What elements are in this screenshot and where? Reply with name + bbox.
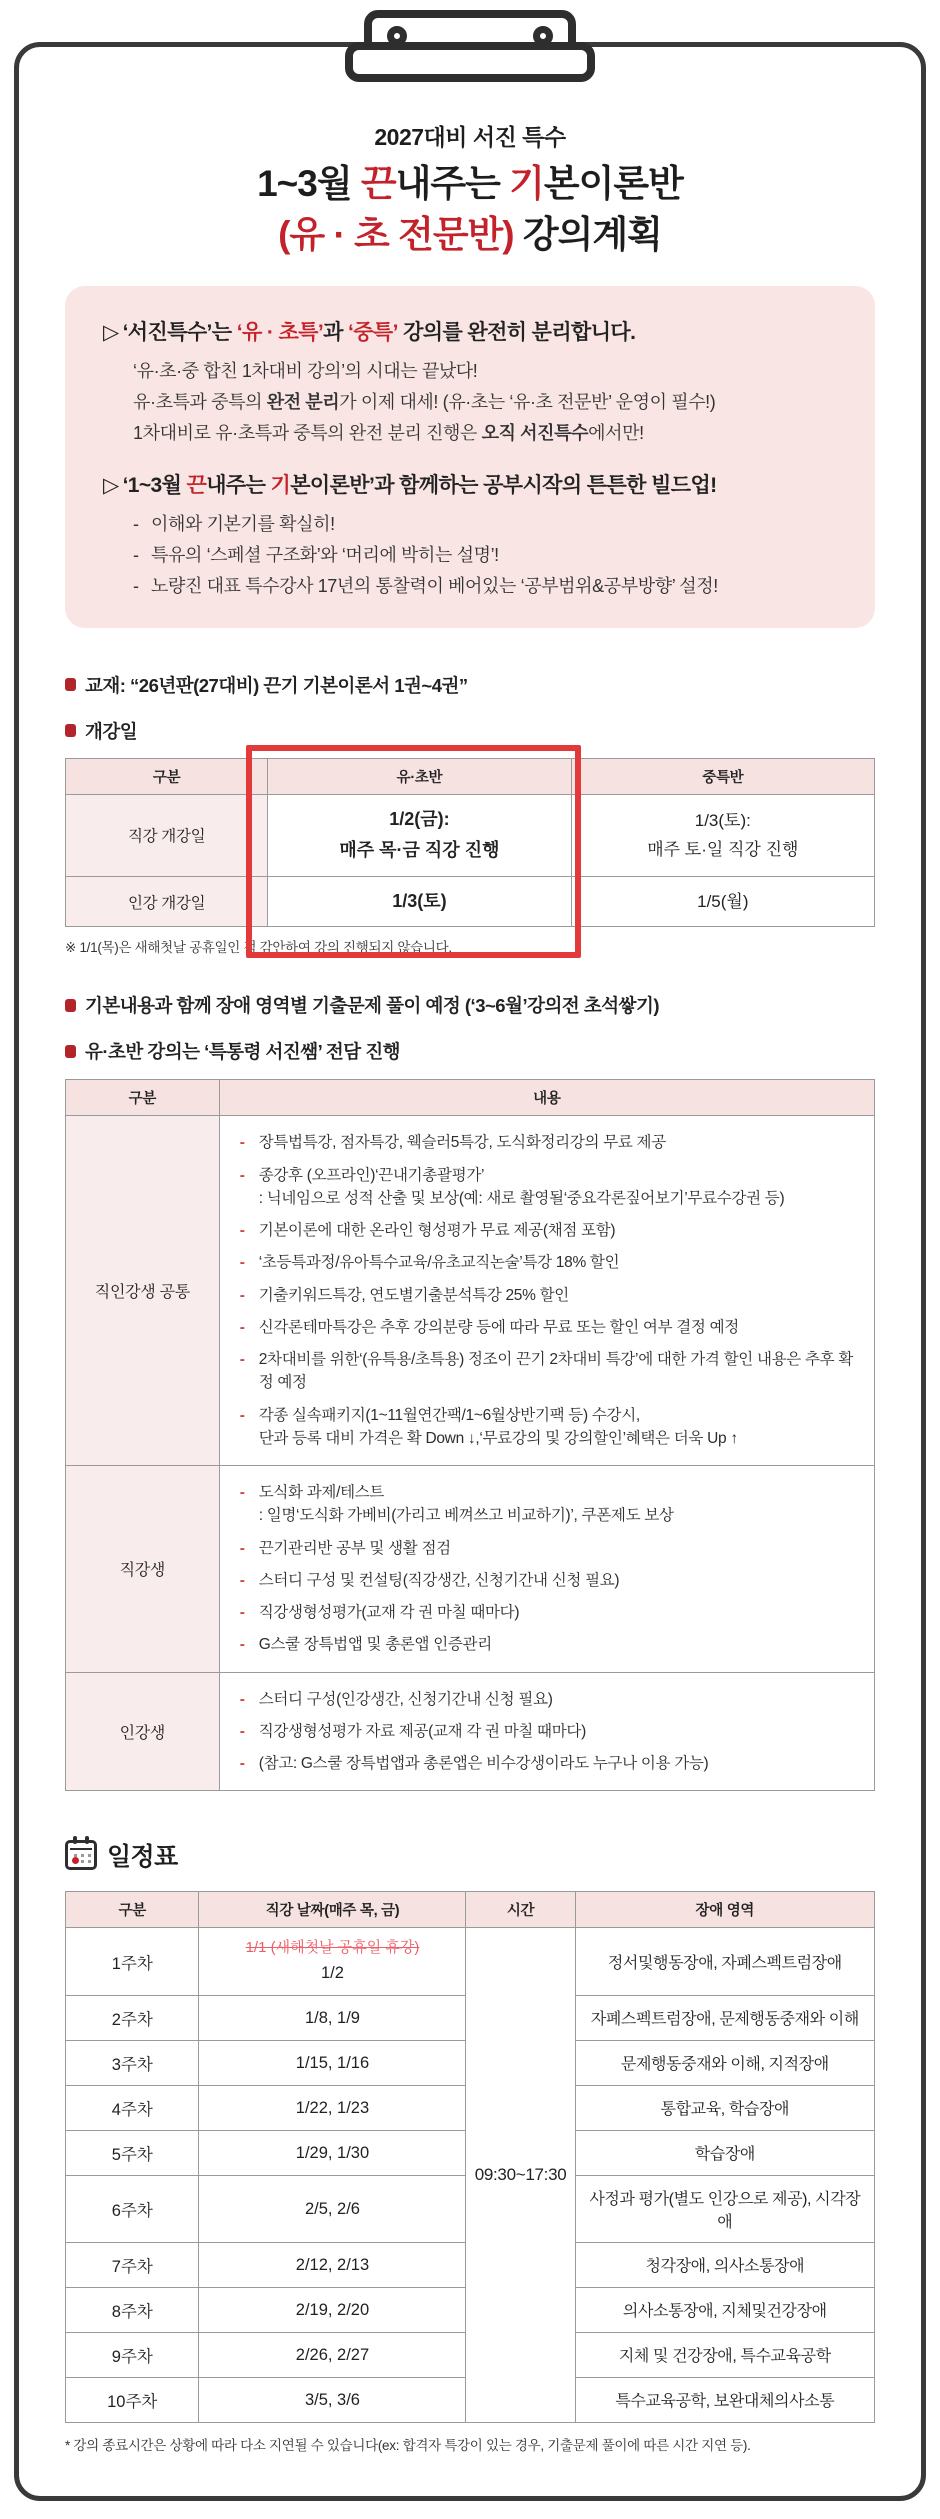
content-item: - 도식화 과제/테스트 : 일명‘도식화 가베비(가리고 베껴쓰고 비교하기)’, 쿠폰제도 보상: [240, 1481, 854, 1528]
dash-bullet: -: [133, 575, 139, 596]
area-cell: 의사소통장애, 지체및건강장애: [575, 2287, 874, 2332]
content-item: - 직강생형성평가(교재 각 권 마칠 때마다): [240, 1601, 854, 1624]
area-cell: 자폐스펙트럼장애, 문제행동중재와 이해: [575, 1995, 874, 2040]
content-table-header-row: [66, 1080, 875, 1116]
triangle-bullet-icon: ▷: [103, 321, 119, 345]
date-cell: 2/26, 2/27: [199, 2332, 466, 2377]
week-cell: 8주차: [66, 2287, 199, 2332]
content-table-row: [66, 1466, 875, 1673]
open-date-table-wrap: [65, 758, 875, 928]
intro-line: 유·초특과 중특의 완전 분리가 이제 대세! (유·초는 ‘유·초 전문반’ 운영이 필수!): [133, 392, 716, 413]
dash-bullet: -: [239, 1539, 245, 1557]
dash-bullet: -: [239, 1604, 245, 1622]
schedule-header-row: [66, 1892, 875, 1928]
dash-bullet: -: [239, 1636, 245, 1654]
dash-bullet: -: [133, 513, 139, 534]
week-cell: 7주차: [66, 2242, 199, 2287]
midterm-bullet-2: 유·초반 강의는 ‘특통령 서진쌤’ 전담 진행: [65, 1038, 875, 1064]
time-cell: 09:30~17:30: [466, 1928, 575, 2422]
content-item: - 스터디 구성(인강생간, 신청기간내 신청 필요): [240, 1688, 854, 1711]
triangle-bullet-icon: ▷: [103, 473, 119, 497]
column-header: 유·초반: [268, 758, 571, 794]
date-cell: 1/29, 1/30: [199, 2130, 466, 2175]
content-table-row: [66, 1672, 875, 1791]
textbook-bullet: 교재: “26년판(27대비) 끈기 기본이론서 1권~4권”: [65, 672, 875, 698]
content-item: - 종강후 (오프라인)‘끈내기총괄평가’ : 닉네임으로 성적 산출 및 보상(예: 새로 촬영될‘중요각론짚어보기’무료수강권 등): [240, 1164, 854, 1211]
dash-bullet: -: [239, 1351, 245, 1369]
content-item: - 각종 실속패키지(1~11월연간팩/1~6월상반기팩 등) 수강시, 단과 등록 대비 가격은 확 Down ↓,‘무료강의 및 강의할인’혜택은 더욱 Up ↑: [240, 1404, 854, 1451]
red-square-bullet-icon: [65, 999, 76, 1012]
schedule-section-header: [65, 1837, 875, 1873]
date-cell: 2/19, 2/20: [199, 2287, 466, 2332]
row-label: 직강 개강일: [66, 794, 268, 876]
dash-bullet: -: [239, 1484, 245, 1502]
yucho-cell: 1/2(금): 매주 목·금 직강 진행: [268, 794, 571, 876]
column-header: 내용: [219, 1080, 874, 1116]
content-item: - 장특법특강, 점자특강, 웩슬러5특강, 도식화정리강의 무료 제공: [240, 1131, 854, 1154]
area-cell: 통합교육, 학습장애: [575, 2085, 874, 2130]
title-line-1: 1~3월 끈내주는 기본이론반: [257, 163, 683, 204]
date-cell: 1/22, 1/23: [199, 2085, 466, 2130]
dash-bullet: -: [239, 1318, 245, 1336]
dash-bullet: -: [239, 1134, 245, 1152]
area-cell: 청각장애, 의사소통장애: [575, 2242, 874, 2287]
week-cell: 4주차: [66, 2085, 199, 2130]
open-table-row: [66, 794, 875, 876]
content-table: [65, 1079, 875, 1791]
intro-item2-lines: [133, 509, 837, 602]
content-item: - G스쿨 장특법앱 및 총론앱 인증관리: [240, 1633, 854, 1656]
intro-item1-title: ▷ ‘서진특수’는 ‘유 · 초특’과 ‘중특’ 강의를 완전히 분리합니다.: [103, 321, 636, 345]
schedule-footnote: * 강의 종료시간은 상황에 따라 다소 지연될 수 있습니다(ex: 합격자 특강이 있는 경우, 기출문제 풀이에 따른 시간 지연 등).: [65, 2437, 751, 2453]
dash-bullet: -: [239, 1722, 245, 1740]
week-cell: 1주차: [66, 1928, 199, 1995]
content-item: - 끈기관리반 공부 및 생활 점검: [240, 1537, 854, 1560]
area-cell: 특수교육공학, 보완대체의사소통: [575, 2377, 874, 2422]
open-table-header-row: [66, 758, 875, 794]
area-cell: 지체 및 건강장애, 특수교육공학: [575, 2332, 874, 2377]
midterm-bullet-1: 기본내용과 함께 장애 영역별 기출문제 풀이 예정 (‘3~6월’강의전 초석쌓기): [65, 992, 875, 1018]
intro-line: - 노량진 대표 특수강사 17년의 통찰력이 베어있는 ‘공부범위&공부방향’ 설정!: [133, 571, 837, 602]
area-cell: 정서및행동장애, 자폐스펙트럼장애: [575, 1928, 874, 1995]
date-cell: 1/8, 1/9: [199, 1995, 466, 2040]
content-item: - 신각론테마특강은 추후 강의분량 등에 따라 무료 또는 할인 여부 결정 예정: [240, 1316, 854, 1339]
intro-highlight-box: [65, 286, 875, 628]
canceled-date: 1/1 (새해첫날 공휴일 휴강): [245, 1939, 420, 1957]
content-row-label: 직인강생 공통: [66, 1116, 220, 1466]
week-cell: 10주차: [66, 2377, 199, 2422]
content-table-row: [66, 1116, 875, 1466]
dash-bullet: -: [239, 1755, 245, 1773]
content-item: - 직강생형성평가 자료 제공(교재 각 권 마칠 때마다): [240, 1720, 854, 1743]
open-date-bullet: 개강일: [65, 718, 875, 744]
content-item: - 2차대비를 위한‘(유특용/초특용) 정조이 끈기 2차대비 특강’에 대한 가격 할인 내용은 추후 확정 예정: [240, 1348, 854, 1395]
content-item: - 스터디 구성 및 컨설팅(직강생간, 신청기간내 신청 필요): [240, 1569, 854, 1592]
week-cell: 5주차: [66, 2130, 199, 2175]
intro-line: - 특유의 ‘스페셜 구조화’와 ‘머리에 박히는 설명’!: [133, 540, 837, 571]
jungteuk-cell: 1/5(월): [571, 876, 874, 927]
column-header: 구분: [66, 1080, 220, 1116]
column-header: 중특반: [571, 758, 874, 794]
area-cell: 학습장애: [575, 2130, 874, 2175]
intro-line: 1차대비로 유·초특과 중특의 완전 분리 진행은 오직 서진특수에서만!: [133, 423, 644, 443]
kicker-text: 2027대비 서진 특수: [374, 124, 566, 150]
date-cell: 1/1 (새해첫날 공휴일 휴강) 1/2: [199, 1928, 466, 1995]
column-header: 장애 영역: [575, 1892, 874, 1928]
dash-bullet: -: [239, 1406, 245, 1424]
column-header: 구분: [66, 1892, 199, 1928]
dash-bullet: -: [133, 544, 139, 565]
intro-line: ‘유·초·중 합친 1차대비 강의’의 시대는 끝났다!: [133, 361, 478, 382]
date-cell: 2/12, 2/13: [199, 2242, 466, 2287]
dash-bullet: -: [239, 1166, 245, 1184]
week-cell: 2주차: [66, 1995, 199, 2040]
title-block: [65, 119, 875, 260]
intro-line: - 이해와 기본기를 확실히!: [133, 509, 837, 540]
intro-item2-title: ▷ ‘1~3월 끈내주는 기본이론반’과 함께하는 공부시작의 튼튼한 빌드업!: [103, 473, 717, 497]
calendar-icon: [65, 1840, 97, 1870]
week-cell: 9주차: [66, 2332, 199, 2377]
date-cell: 2/5, 2/6: [199, 2175, 466, 2242]
open-table-row: [66, 876, 875, 927]
content-row-items: [219, 1116, 874, 1466]
content-item: - (참고: G스쿨 장특법앱과 총론앱은 비수강생이라도 누구나 이용 가능): [240, 1752, 854, 1775]
schedule-row: [66, 1928, 875, 1995]
dash-bullet: -: [239, 1286, 245, 1304]
date-cell: 1/15, 1/16: [199, 2040, 466, 2085]
content-row-label: 인강생: [66, 1672, 220, 1791]
date-cell: 3/5, 3/6: [199, 2377, 466, 2422]
week-cell: 6주차: [66, 2175, 199, 2242]
red-square-bullet-icon: [65, 678, 76, 691]
clipboard-clip-icon: [345, 10, 595, 96]
yucho-cell: 1/3(토): [268, 876, 571, 927]
content-row-items: [219, 1466, 874, 1673]
content-row-label: 직강생: [66, 1466, 220, 1673]
intro-item1-lines: [133, 356, 837, 449]
red-square-bullet-icon: [65, 724, 76, 737]
flyer-page: [0, 42, 940, 2519]
clipboard-frame: [14, 42, 926, 2501]
open-date-table: [65, 758, 875, 928]
dash-bullet: -: [239, 1254, 245, 1272]
title-line-2: (유 · 초 전문반) 강의계획: [278, 214, 662, 256]
open-table-note: ※ 1/1(목)은 새해첫날 공휴일인 점 감안하여 강의 진행되지 않습니다.: [65, 940, 452, 956]
schedule-title: 일정표: [107, 1843, 178, 1872]
dash-bullet: -: [239, 1222, 245, 1240]
clip-lower-shape: [345, 42, 595, 82]
content-item: - ‘초등특과정/유아특수교육/유초교직논술’특강 18% 할인: [240, 1251, 854, 1274]
content-item: - 기출키워드특강, 연도별기출분석특강 25% 할인: [240, 1284, 854, 1307]
column-header: 시간: [466, 1892, 575, 1928]
area-cell: 사정과 평가(별도 인강으로 제공), 시각장애: [575, 2175, 874, 2242]
jungteuk-cell: 1/3(토): 매주 토·일 직강 진행: [571, 794, 874, 876]
content-row-items: [219, 1672, 874, 1791]
red-square-bullet-icon: [65, 1045, 76, 1058]
content-item: - 기본이론에 대한 온라인 형성평가 무료 제공(채점 포함): [240, 1219, 854, 1242]
dash-bullet: -: [239, 1571, 245, 1589]
row-label: 인강 개강일: [66, 876, 268, 927]
column-header: 직강 날짜(매주 목, 금): [199, 1892, 466, 1928]
week-cell: 3주차: [66, 2040, 199, 2085]
dash-bullet: -: [239, 1690, 245, 1708]
column-header: 구분: [66, 758, 268, 794]
area-cell: 문제행동중재와 이해, 지적장애: [575, 2040, 874, 2085]
schedule-table: [65, 1891, 875, 2422]
page-title: [65, 158, 875, 260]
